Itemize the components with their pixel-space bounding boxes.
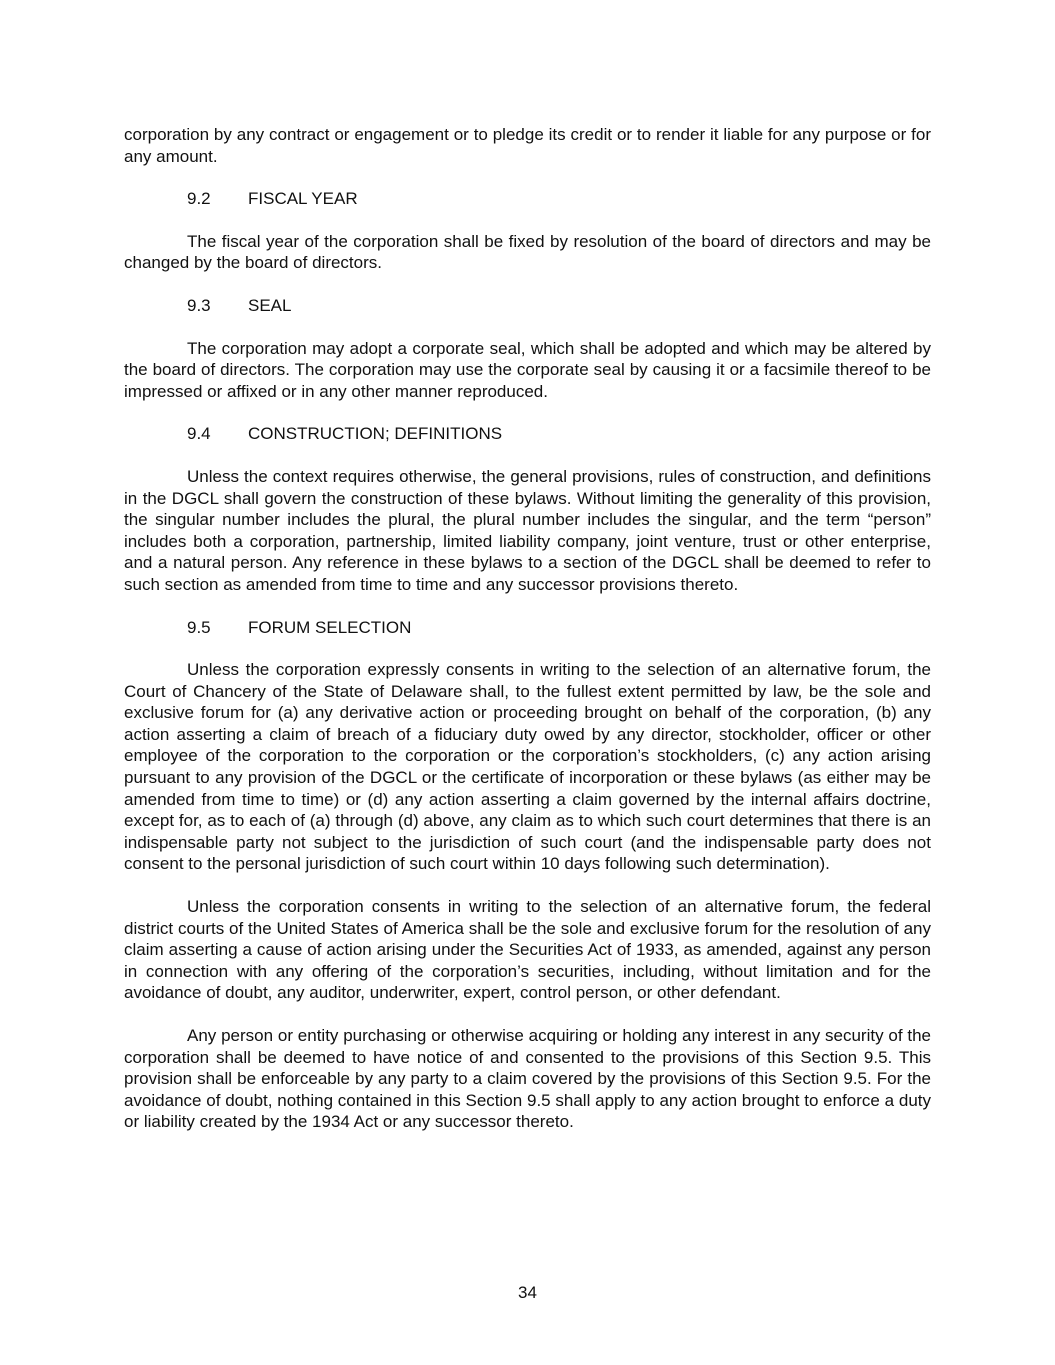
continuation-paragraph: corporation by any contract or engagement or to pledge its credit or to render it liable for any purpose or for any amount. (124, 125, 931, 166)
section-number: 9.4 (187, 424, 211, 444)
section-title: FORUM SELECTION (248, 617, 412, 637)
section-paragraph: The fiscal year of the corporation shall be fixed by resolution of the board of directors and may be changed by the board of directors. (124, 231, 931, 273)
section-number: 9.2 (187, 189, 211, 209)
section-number: 9.5 (187, 617, 211, 637)
section-title: SEAL (248, 295, 292, 315)
section-heading-9-3 (124, 295, 931, 317)
section-paragraph: Unless the context requires otherwise, the general provisions, rules of construction, and definitions in the DGCL shall govern the construction of these bylaws. Without limiting the generality of this provision, the singular number includes the plural, the plural number includes the singular, and the term “person” includes both a corporation, partnership, limited liability company, joint venture, trust or other enterprise, and a natural person. Any reference in these bylaws to a section of the DGCL shall be deemed to refer to such section as amended from time to time and any successor provisions thereto. (124, 466, 931, 594)
document-page (124, 124, 931, 1154)
section-paragraph: Any person or entity purchasing or otherwise acquiring or holding any interest in any security of the corporation shall be deemed to have notice of and consented to the provisions of this Section 9.5. This provision shall be enforceable by any party to a claim covered by the provisions of this Section 9.5. For the avoidance of doubt, nothing contained in this Section 9.5 shall apply to any action brought to enforce a duty or liability created by the 1934 Act or any successor thereto. (124, 1026, 931, 1132)
section-paragraph: The corporation may adopt a corporate seal, which shall be adopted and which may be altered by the board of directors. The corporation may use the corporate seal by causing it or a facsimile thereof to be impressed or affixed or in any other manner reproduced. (124, 338, 931, 401)
section-number: 9.3 (187, 295, 211, 315)
section-heading-9-5 (124, 617, 931, 639)
section-heading-9-2 (124, 188, 931, 210)
page-number: 34 (518, 1283, 537, 1302)
section-paragraph: Unless the corporation expressly consents in writing to the selection of an alternative forum, the Court of Chancery of the State of Delaware shall, to the fullest extent permitted by law, be the sole and exclusive forum for (a) any derivative action or proceeding brought on behalf of the corporation, (b) any action asserting a claim of breach of a fiduciary duty owed by any director, stockholder, officer or other employee of the corporation to the corporation or the corporation’s stockholders, (c) any action arising pursuant to any provision of the DGCL or the certificate of incorporation or these bylaws (as either may be amended from time to time) or (d) any action asserting a claim governed by the internal affairs doctrine, except for, as to each of (a) through (d) above, any claim as to which such court determines that there is an indispensable party not subject to the jurisdiction of such court (and the indispensable party does not consent to the personal jurisdiction of such court within 10 days following such determination). (124, 660, 931, 874)
section-title: CONSTRUCTION; DEFINITIONS (248, 424, 503, 444)
section-title: FISCAL YEAR (248, 189, 358, 209)
section-heading-9-4 (124, 423, 931, 445)
section-paragraph: Unless the corporation consents in writing to the selection of an alternative forum, the federal district courts of the United States of America shall be the sole and exclusive forum for the resolution of any claim asserting a cause of action arising under the Securities Act of 1933, as amended, against any person in connection with any offering of the corporation’s securities, including, without limitation and for the avoidance of doubt, any auditor, underwriter, expert, control person, or other defendant. (124, 897, 931, 1003)
